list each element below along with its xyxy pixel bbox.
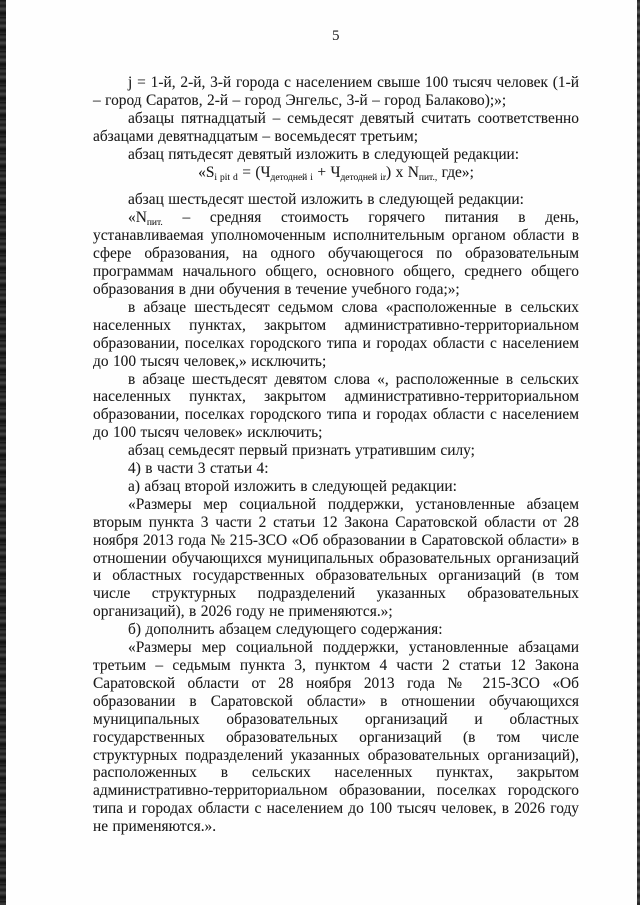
paragraph: [93, 621, 579, 639]
text-run: + Ч: [312, 163, 341, 181]
subscript: детодней ir: [340, 172, 387, 183]
subscript: пит.,: [418, 172, 438, 183]
subscript: i pit d: [214, 172, 238, 183]
text-run: «Размеры мер социальной поддержки, установленные абзацем вторым пункта 3 части 2 статьи 12 Закона Саратовской области от 28 ноября 2013 года № 215-ЗСО «Об образовании в Саратовской области» в отношении обучающихся муниципальных образовательных организаций и областных государственных образовательных организаций (в том числе структурных подразделений указанных образовательных организаций), в 2026 году не применяются.»;: [93, 495, 579, 621]
text-run: «S: [198, 163, 215, 181]
document-page: [93, 28, 579, 836]
text-run: где»;: [437, 163, 474, 181]
paragraph: [93, 371, 579, 443]
subscript: пит.: [146, 218, 163, 229]
text-run: абзац пятьдесят девятый изложить в следующей редакции:: [128, 145, 520, 163]
text-run: в абзаце шестьдесят седьмом слова «расположенные в сельских населенных пунктах, закрытом административно-территориальном образовании, поселках городского типа и городах области с населением до 100 тысяч человек,» исключить;: [93, 298, 579, 370]
scan-binding-edge-left: [0, 0, 6, 905]
text-run: б) дополнить абзацем следующего содержания:: [128, 621, 443, 639]
text-run: – средняя стоимость горячего питания в день, устанавливаемая уполномоченным исполнительным органом области в сфере образования, на одного обучающегося по образовательным программам начального общего, основного общего, среднего общего образования в дни обучения в течение учебного года;»;: [93, 209, 579, 298]
text-run: «N: [128, 209, 147, 227]
paragraph: [93, 639, 579, 836]
paragraph: [93, 110, 579, 146]
text-run: абзац шестьдесят шестой изложить в следующей редакции:: [128, 191, 524, 209]
formula: [93, 164, 579, 182]
text-run: «Размеры мер социальной поддержки, установленные абзацами третьим – седьмым пункта 3, пунктом 4 части 2 статьи 12 Закона Саратовской области от 28 ноября 2013 года № 215-ЗСО «Об образовании в Саратовской области» в отношении обучающихся муниципальных образовательных организаций и областных государственных образовательных организаций (в том числе структурных подразделений указанных образовательных организаций), расположенных в сельских населенных пунктах, закрытом административно-территориальном образовании, поселках городского типа и городах области с населением до 100 тысяч человек, в 2026 году не применяются.».: [93, 639, 579, 836]
paragraph: [93, 299, 579, 371]
document-body: [93, 74, 579, 836]
paragraph: [93, 442, 579, 460]
subscript: детодней i: [270, 172, 313, 183]
text-run: j = 1-й, 2-й, 3-й города с населением свыше 100 тысяч человек (1-й – город Саратов, 2-й – город Энгельс, 3-й – город Балаково);»;: [93, 74, 579, 109]
paragraph: [93, 460, 579, 478]
text-run: 4) в части 3 статьи 4:: [128, 460, 269, 478]
text-run: абзац семьдесят первый признать утратившим силу;: [128, 442, 475, 460]
text-run: абзацы пятнадцатый – семьдесят девятый считать соответственно абзацами девятнадцатым – восемьдесят третьим;: [93, 109, 579, 145]
paragraph: [93, 74, 579, 110]
text-run: а) абзац второй изложить в следующей редакции:: [128, 477, 457, 495]
paragraph: [93, 496, 579, 621]
page-number: 5: [332, 28, 340, 44]
paragraph: [93, 146, 579, 164]
paragraph: [93, 209, 579, 299]
text-run: = (Ч: [237, 163, 271, 181]
paragraph: [93, 478, 579, 496]
text-run: в абзаце шестьдесят девятом слова «, расположенные в сельских населенных пунктах, закрытом административно-территориальном образовании, поселках городского типа и городах области с населением до 100 тысяч человек» исключить;: [93, 370, 579, 442]
paragraph: [93, 191, 579, 209]
text-run: ) х N: [386, 163, 419, 181]
blank-line: [93, 181, 579, 191]
